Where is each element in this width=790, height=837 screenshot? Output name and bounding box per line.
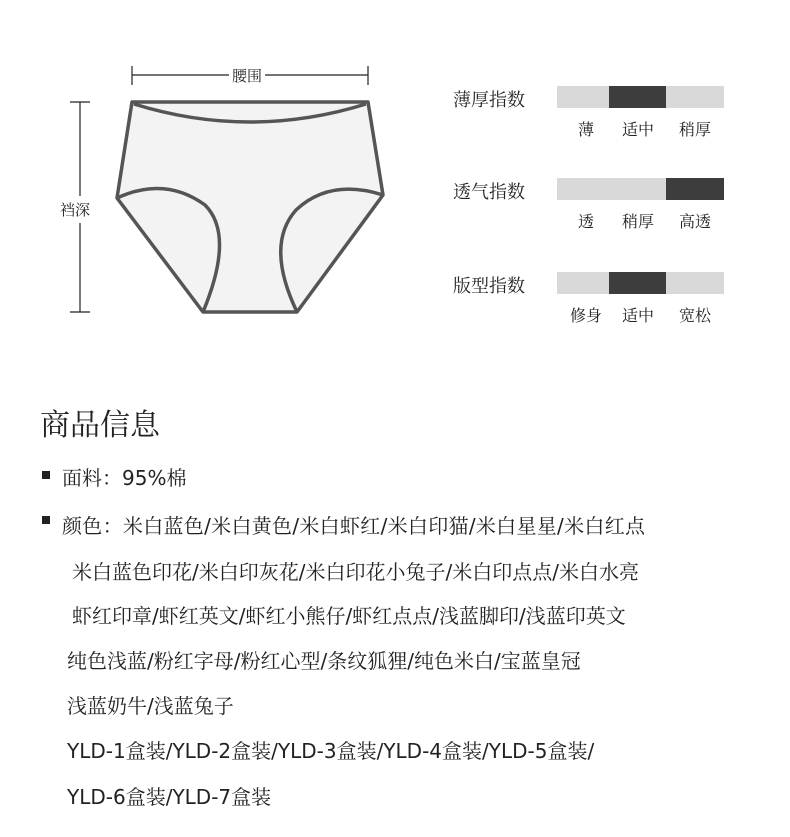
option-label: 稍厚: [678, 120, 711, 139]
bar-segment: [557, 272, 609, 294]
color-line: 颜色：米白蓝色/米白黄色/米白虾红/米白印猫/米白星星/米白红点: [62, 514, 646, 538]
material-text: 面料：95%棉: [62, 466, 187, 490]
waist-label: 腰围: [229, 65, 265, 86]
bar-segment-selected: [609, 86, 666, 108]
fit-index-label: 版型指数: [453, 276, 525, 297]
option-label: 透: [577, 212, 594, 231]
bar-segment: [557, 178, 609, 200]
option-label: 适中: [621, 306, 654, 325]
rise-label: 裆深: [60, 196, 90, 223]
bar-segment-selected: [609, 272, 666, 294]
color-line: 米白蓝色印花/米白印灰花/米白印花小兔子/米白印点点/米白水亮: [72, 560, 639, 584]
bar-segment: [609, 178, 666, 200]
thickness-index-bar: [557, 86, 724, 108]
thickness-index-label: 薄厚指数: [453, 90, 525, 111]
color-line: 浅蓝奶牛/浅蓝兔子: [67, 694, 234, 718]
bar-segment-selected: [666, 178, 724, 200]
bar-segment: [666, 272, 724, 294]
underwear-outline: [117, 102, 383, 312]
option-label: 修身: [569, 306, 602, 325]
color-line: YLD-1盒装/YLD-2盒装/YLD-3盒装/YLD-4盒装/YLD-5盒装/: [67, 739, 595, 763]
bar-segment: [666, 86, 724, 108]
option-label: 高透: [678, 212, 711, 231]
color-line: 纯色浅蓝/粉红字母/粉红心型/条纹狐狸/纯色米白/宝蓝皇冠: [67, 649, 581, 673]
option-label: 适中: [621, 120, 654, 139]
color-line: 虾红印章/虾红英文/虾红小熊仔/虾红点点/浅蓝脚印/浅蓝印英文: [72, 604, 626, 628]
bullet-icon: [42, 471, 50, 479]
option-label: 稍厚: [621, 212, 654, 231]
breathability-index-bar: [557, 178, 724, 200]
bullet-icon: [42, 516, 50, 524]
color-line: YLD-6盒装/YLD-7盒装: [67, 785, 272, 809]
option-label: 宽松: [678, 306, 711, 325]
underwear-size-diagram: [0, 0, 420, 340]
bar-segment: [557, 86, 609, 108]
fit-index-bar: [557, 272, 724, 294]
breathability-index-label: 透气指数: [453, 182, 525, 203]
section-title: 商品信息: [40, 408, 160, 443]
option-label: 薄: [577, 120, 594, 139]
